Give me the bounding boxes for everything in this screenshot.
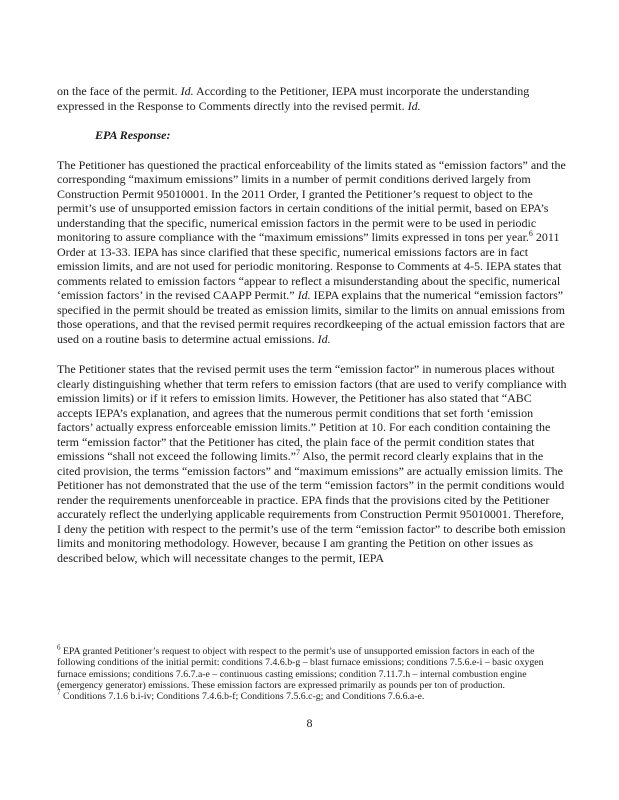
body-text-segment: 2011 Order at 13-33. IEPA has since clarified that these specific, numerical emissions factors are in fact emission limits, and are not used for periodic monitoring. Response to Comments at 4-5. IEPA states that comments related to emission factors “appear to reflect a misunderstanding about the specific, numerical ‘emission factors’ in the revised CAAPP Permit.” bbox=[57, 230, 562, 302]
page-number: 8 bbox=[306, 716, 313, 730]
body-text-segment: IEPA explains that the numerical “emission factors” specified in the permit should be treated as emission limits, similar to the limits on annual emissions from those operations, and that the revised permit requires recordkeeping of the actual emission factors that are used on a routine basis to determine actual emissions. bbox=[57, 288, 565, 346]
footnotes-section bbox=[57, 643, 569, 703]
footnote-6 bbox=[57, 643, 569, 691]
body-text-segment: The Petitioner states that the revised permit uses the term “emission factor” in numerous places without clearly distinguishing whether that term refers to emission factors (that are used to verify compliance with emission limits) or if it refers to emission limits. However, the Petitioner has also stated that “ABC accepts IEPA’s explanation, and agrees that the numerous permit conditions that set forth ‘emission factors’ actually express enforceable emission limits.” Petition at 10. For each condition containing the term “emission factor” that the Petitioner has cited, the plain face of the permit condition states that emissions “shall not exceed the following limits.” bbox=[57, 362, 567, 463]
intro-paragraph bbox=[57, 84, 568, 113]
id-citation: Id. bbox=[407, 98, 421, 113]
body-text-segment: The Petitioner has questioned the practical enforceability of the limits stated as “emission factors” and the corresponding “maximum emissions” limits in a number of permit conditions derived largely from Construction Permit 95010001. In the 2011 Order, I granted the Petitioner’s request to object to the permit’s use of unsupported emission factors in certain conditions of the initial permit, based on EPA’s understanding that the specific, numerical emission factors in the permit were to be used in periodic monitoring to assure compliance with the “maximum emissions” limits expressed in tons per year. bbox=[57, 157, 566, 244]
epa-response-heading: EPA Response: bbox=[95, 128, 171, 142]
footnote-reference-7: 7 bbox=[295, 448, 300, 457]
paragraph-epa-response-1 bbox=[57, 158, 568, 347]
footnote-7-text: Conditions 7.1.6 b.i-iv; Conditions 7.4.6.b-f; Conditions 7.5.6.c-g; and Conditions 7.6.6.a-e. bbox=[60, 691, 425, 703]
id-citation: Id. bbox=[180, 84, 194, 98]
footnote-reference-6: 6 bbox=[528, 229, 533, 238]
footnote-7 bbox=[57, 688, 569, 703]
id-citation: Id. bbox=[297, 288, 311, 302]
footnote-6-marker: 6 bbox=[57, 643, 61, 652]
body-text-segment: According to the Petitioner, IEPA must incorporate the understanding expressed in the Response to Comments directly into the revised permit. bbox=[57, 84, 530, 113]
body-text-segment: Also, the permit record clearly explains that in the cited provision, the terms “emission factors” and “maximum emissions” are actually emission limits. The Petitioner has not demonstrated that the use of the term “emission factors” in the permit conditions would render the requirements unenforceable in practice. EPA finds that the provisions cited by the Petitioner accurately reflect the underlying applicable requirements from Construction Permit 95010001. Therefore, I deny the petition with respect to the permit’s use of the term “emission factor” to describe both emission limits and monitoring methodology. However, because I am granting the Petition on other issues as described below, which will necessitate changes to the permit, IEPA bbox=[57, 449, 566, 565]
footnote-6-text: EPA granted Petitioner’s request to object with respect to the permit’s use of unsupported emission factors in each of the following conditions of the initial permit: conditions 7.4.6.b-g – blast furnace emissions; conditions 7.5.6.e-i – basic oxygen furnace emissions; conditions 7.6.7.a-e – continuous casting emissions; condition 7.11.7.h – internal combustion engine (emergency generator) emissions. These emission factors are expressed primarily as pounds per ton of production. bbox=[57, 646, 544, 691]
id-citation: Id. bbox=[317, 331, 331, 346]
footnote-7-marker: 7 bbox=[57, 688, 61, 697]
body-text bbox=[57, 84, 568, 580]
body-text-segment: on the face of the permit. bbox=[57, 84, 181, 98]
paragraph-epa-response-2 bbox=[57, 362, 568, 565]
